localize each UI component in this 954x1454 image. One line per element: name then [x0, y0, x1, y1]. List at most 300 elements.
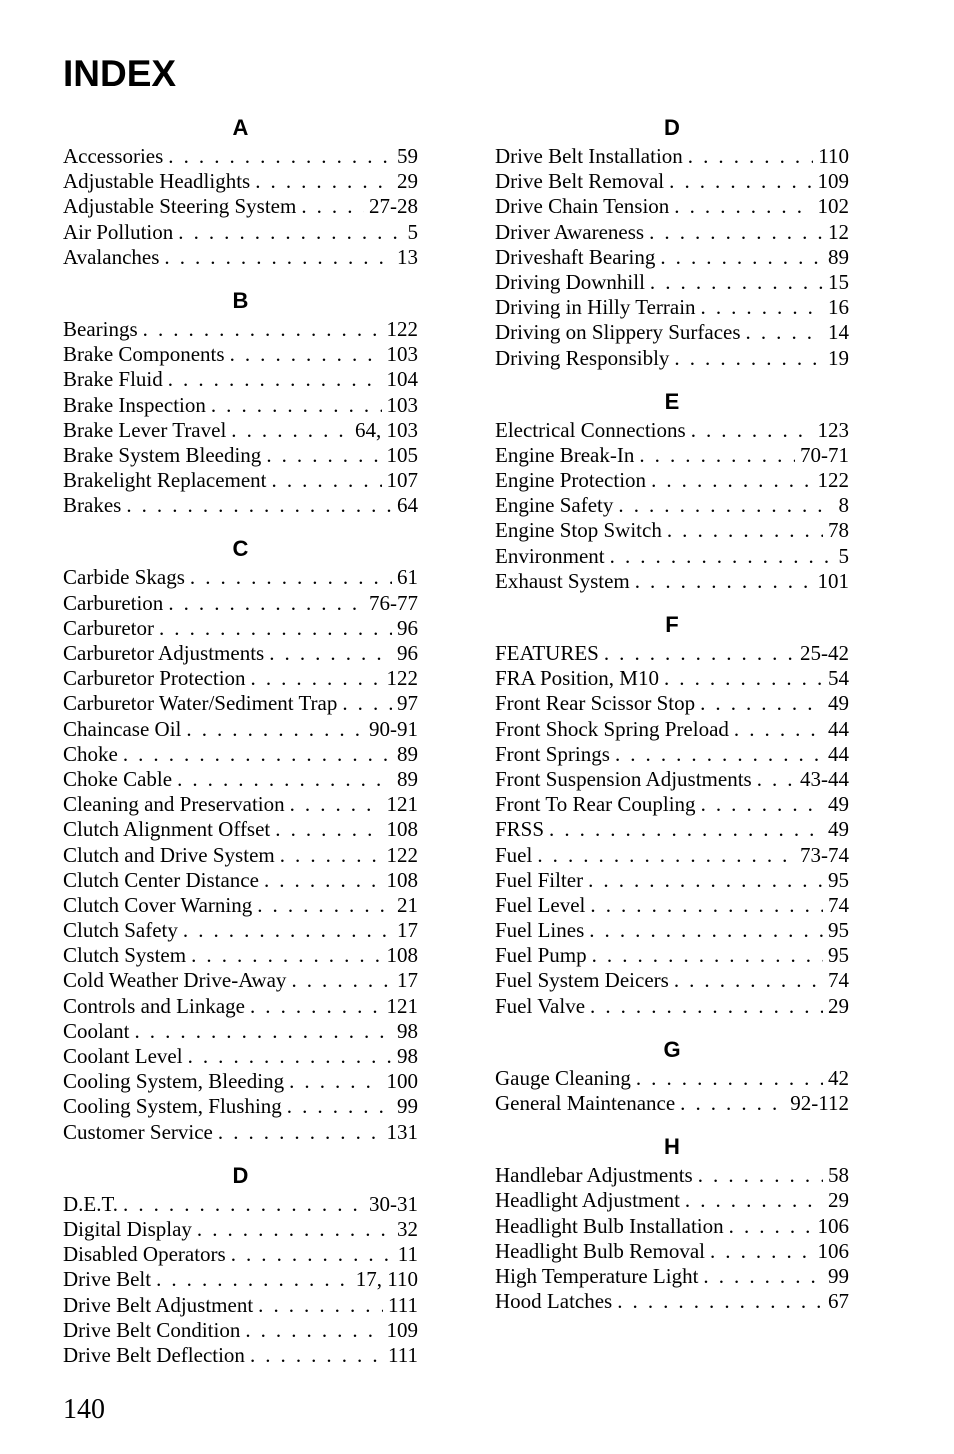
entry-term: Adjustable Headlights: [63, 169, 251, 194]
section-letter-e: E: [664, 388, 680, 414]
entry-pages: 89: [397, 766, 418, 791]
index-entry: [63, 1318, 418, 1343]
entry-term: Driving on Slippery Surfaces: [495, 320, 741, 345]
dot-leader: [188, 1044, 392, 1069]
entry-pages: 67: [828, 1289, 849, 1314]
entry-pages: 102: [817, 194, 849, 219]
entry-pages: 131: [386, 1119, 418, 1144]
entry-pages: 96: [397, 615, 418, 640]
entry-pages: 42: [828, 1065, 849, 1090]
entry-pages: 44: [828, 716, 849, 741]
dot-leader: [191, 943, 381, 968]
entry-pages: 74: [828, 968, 849, 993]
dot-leader: [291, 968, 392, 993]
entry-pages: 105: [386, 442, 418, 467]
index-entry: [63, 893, 418, 918]
entry-term: Fuel Pump: [495, 943, 587, 968]
dot-leader: [588, 868, 823, 893]
dot-leader: [258, 1293, 383, 1318]
dot-leader: [123, 1192, 364, 1217]
entry-term: Driving Responsibly: [495, 345, 670, 370]
page-number: 140: [63, 1394, 105, 1425]
dot-leader: [186, 717, 364, 742]
section-letter-c: C: [232, 536, 249, 562]
entry-pages: 49: [828, 691, 849, 716]
entry-term: Fuel Valve: [495, 993, 586, 1018]
dot-leader: [667, 518, 823, 543]
entry-term: Engine Protection: [495, 468, 647, 493]
entry-term: Carbide Skags: [63, 565, 185, 590]
dot-leader: [156, 1267, 351, 1292]
dot-leader: [143, 317, 382, 342]
dot-leader: [649, 220, 823, 245]
entry-term: Accessories: [63, 144, 164, 168]
dot-leader: [701, 295, 823, 320]
dot-leader: [230, 342, 382, 367]
dot-leader: [757, 767, 795, 792]
dot-leader: [698, 1163, 823, 1188]
index-entry: [495, 843, 849, 868]
index-entry: [495, 270, 849, 295]
index-entry: [63, 1267, 418, 1292]
entry-term: Headlight Bulb Removal: [495, 1238, 705, 1263]
entry-term: Choke: [63, 741, 118, 766]
entry-pages: 108: [386, 817, 418, 842]
entry-term: Clutch Safety: [63, 918, 178, 943]
section-letter-f: F: [665, 612, 679, 637]
entry-pages: 43-44: [800, 766, 849, 791]
index-entry: [63, 994, 418, 1019]
index-entry: [63, 144, 418, 169]
index-entry: [495, 943, 849, 968]
dot-leader: [674, 194, 812, 219]
entry-term: Chaincase Oil: [63, 716, 182, 741]
index-entry: [495, 717, 849, 742]
entry-pages: 98: [397, 1044, 418, 1068]
entry-term: Clutch Cover Warning: [63, 892, 253, 917]
entry-term: Brake System Bleeding: [63, 442, 262, 467]
entry-term: Drive Belt Adjustment: [63, 1292, 254, 1317]
index-entry: [495, 691, 849, 716]
index-entry: [495, 1066, 849, 1091]
entry-term: Front Shock Spring Preload: [495, 716, 729, 741]
entry-term: FRA Position, M10: [495, 666, 659, 691]
entry-term: Brake Inspection: [63, 392, 206, 417]
entry-pages: 73-74: [800, 842, 849, 867]
entry-term: Gauge Cleaning: [495, 1065, 631, 1090]
entry-pages: 111: [388, 1342, 418, 1367]
index-entry: [63, 342, 418, 367]
index-entry: [495, 220, 849, 245]
dot-leader: [700, 691, 823, 716]
entry-pages: 110: [818, 144, 849, 168]
entry-term: Clutch System: [63, 943, 187, 968]
entry-pages: 106: [817, 1213, 849, 1238]
dot-leader: [610, 544, 834, 569]
section-letter-d: D: [664, 115, 680, 140]
entry-pages: 106: [817, 1238, 849, 1263]
dot-leader: [197, 1217, 392, 1242]
entry-pages: 32: [397, 1216, 418, 1241]
dot-leader: [218, 1120, 382, 1145]
dot-leader: [231, 418, 350, 443]
entry-term: Digital Display: [63, 1216, 192, 1241]
entry-term: Carburetor Adjustments: [63, 641, 265, 665]
entry-pages: 64, 103: [355, 417, 418, 442]
dot-leader: [592, 943, 823, 968]
index-entry: [63, 817, 418, 842]
index-entry: [495, 1264, 849, 1289]
entry-pages: 21: [397, 892, 418, 917]
dot-leader: [617, 1289, 823, 1314]
dot-leader: [669, 169, 812, 194]
entry-pages: 44: [828, 741, 849, 766]
entry-pages: 49: [828, 817, 849, 842]
dot-leader: [190, 565, 392, 590]
dot-leader: [746, 320, 823, 345]
entry-term: Clutch and Drive System: [63, 842, 275, 867]
section-letter-b: B: [232, 287, 249, 313]
dot-leader: [651, 468, 812, 493]
entry-pages: 70-71: [800, 442, 849, 467]
entry-pages: 74: [828, 892, 849, 917]
index-entry: [495, 518, 849, 543]
index-entry: [495, 767, 849, 792]
entry-term: Environment: [495, 543, 605, 568]
entry-term: Clutch Center Distance: [63, 867, 259, 892]
section-letter-h: H: [664, 1134, 680, 1160]
dot-leader: [549, 817, 823, 842]
entry-pages: 17, 110: [355, 1267, 418, 1292]
index-entry: [63, 666, 418, 691]
index-entry: [63, 943, 418, 968]
index-entry: [63, 742, 418, 767]
entry-term: Clutch Alignment Offset: [63, 817, 271, 842]
index-entry: [495, 994, 849, 1019]
index-entry: [495, 346, 849, 371]
entry-pages: 103: [386, 342, 418, 367]
entry-pages: 121: [386, 993, 418, 1018]
index-entry: [63, 1019, 418, 1044]
entry-term: Brake Lever Travel: [63, 417, 227, 442]
index-entry: [495, 968, 849, 993]
entry-term: Controls and Linkage: [63, 993, 245, 1018]
index-entry: [495, 1188, 849, 1213]
dot-leader: [685, 1188, 823, 1213]
entry-pages: 19: [828, 345, 849, 370]
index-column-right: [495, 112, 849, 1314]
entry-term: Drive Belt: [63, 1267, 152, 1292]
section-letter-g: G: [663, 1036, 681, 1062]
entry-pages: 99: [397, 1094, 418, 1119]
entry-term: Drive Belt Deflection: [63, 1342, 245, 1367]
entry-term: Bearings: [63, 316, 138, 341]
index-entry: [495, 1214, 849, 1239]
dot-leader: [615, 742, 823, 767]
entry-term: Carburetor Protection: [63, 666, 246, 691]
entry-term: D.E.T.: [63, 1191, 119, 1216]
dot-leader: [688, 144, 813, 169]
entry-pages: 17: [397, 918, 418, 943]
dot-leader: [159, 616, 392, 641]
section-spacer: [63, 518, 418, 533]
index-entry: [63, 591, 418, 616]
entry-term: Carburetion: [63, 590, 164, 615]
entry-pages: 25-42: [800, 641, 849, 665]
index-entry: [495, 868, 849, 893]
index-entry: [63, 1044, 418, 1069]
entry-term: Brakes: [63, 493, 122, 518]
entry-pages: 29: [828, 1188, 849, 1213]
dot-leader: [272, 468, 382, 493]
index-entry: [495, 1091, 849, 1116]
entry-term: Cleaning and Preservation: [63, 792, 285, 817]
entry-pages: 121: [386, 792, 418, 817]
index-entry: [495, 1289, 849, 1314]
entry-term: FRSS: [495, 817, 545, 842]
dot-leader: [289, 1069, 381, 1094]
entry-pages: 92-112: [790, 1091, 849, 1115]
entry-pages: 5: [407, 219, 418, 244]
entry-pages: 122: [386, 316, 418, 341]
entry-term: Coolant Level: [63, 1044, 183, 1068]
entry-term: Drive Chain Tension: [495, 194, 670, 219]
entry-term: Cooling System, Bleeding: [63, 1069, 285, 1094]
index-entry: [495, 569, 849, 594]
section-spacer: [495, 1116, 849, 1131]
entry-term: FEATURES: [495, 641, 599, 665]
dot-leader: [168, 144, 392, 169]
dot-leader: [590, 893, 823, 918]
entry-pages: 107: [386, 468, 418, 493]
entry-term: Fuel System Deicers: [495, 968, 669, 993]
entry-pages: 78: [828, 518, 849, 543]
dot-leader: [680, 1091, 785, 1116]
dot-leader: [342, 691, 392, 716]
entry-pages: 89: [397, 741, 418, 766]
section-letter-a: A: [232, 115, 249, 140]
dot-leader: [701, 792, 823, 817]
entry-term: General Maintenance: [495, 1091, 676, 1115]
page-title: INDEX: [63, 53, 177, 94]
dot-leader: [537, 843, 795, 868]
entry-pages: 27-28: [369, 194, 418, 219]
index-entry: [63, 1192, 418, 1217]
entry-pages: 59: [397, 144, 418, 168]
index-entry: [63, 468, 418, 493]
index-entry: [63, 367, 418, 392]
entry-pages: 29: [397, 169, 418, 194]
dot-leader: [604, 641, 795, 666]
index-entry: [495, 893, 849, 918]
index-entry: [495, 792, 849, 817]
entry-term: Headlight Adjustment: [495, 1188, 680, 1213]
entry-pages: 5: [838, 543, 849, 568]
entry-term: Front Rear Scissor Stop: [495, 691, 696, 716]
index-entry: [495, 544, 849, 569]
entry-pages: 122: [386, 842, 418, 867]
index-entry: [495, 295, 849, 320]
index-entry: [63, 1069, 418, 1094]
index-entry: [63, 194, 418, 219]
dot-leader: [691, 418, 813, 443]
entry-pages: 15: [828, 269, 849, 294]
dot-leader: [618, 493, 833, 518]
index-entry: [63, 493, 418, 518]
index-entry: [63, 691, 418, 716]
entry-pages: 16: [828, 295, 849, 320]
index-entry: [495, 1239, 849, 1264]
dot-leader: [126, 493, 392, 518]
section-spacer: [63, 1145, 418, 1160]
index-entry: [63, 393, 418, 418]
dot-leader: [264, 868, 382, 893]
index-entry: [63, 1094, 418, 1119]
entry-term: Headlight Bulb Installation: [495, 1213, 724, 1238]
entry-pages: 17: [397, 968, 418, 993]
index-entry: [495, 742, 849, 767]
dot-leader: [674, 346, 823, 371]
entry-term: Choke Cable: [63, 766, 173, 791]
entry-term: Driving Downhill: [495, 269, 645, 294]
entry-term: Engine Stop Switch: [495, 518, 662, 543]
dot-leader: [664, 666, 823, 691]
entry-term: Driving in Hilly Terrain: [495, 295, 696, 320]
dot-leader: [729, 1214, 813, 1239]
dot-leader: [231, 1242, 393, 1267]
index-entry: [63, 641, 418, 666]
dot-leader: [660, 245, 823, 270]
entry-pages: 11: [397, 1242, 418, 1267]
index-entry: [495, 194, 849, 219]
entry-term: Driveshaft Bearing: [495, 244, 656, 269]
entry-pages: 109: [817, 169, 849, 194]
index-entry: [63, 918, 418, 943]
dot-leader: [290, 792, 382, 817]
entry-term: Exhaust System: [495, 568, 630, 593]
dot-leader: [250, 1343, 383, 1368]
entry-pages: 95: [828, 867, 849, 892]
entry-term: Customer Service: [63, 1119, 213, 1144]
index-entry: [495, 169, 849, 194]
dot-leader: [590, 994, 823, 1019]
entry-pages: 13: [397, 244, 418, 269]
dot-leader: [123, 742, 392, 767]
entry-term: Drive Belt Installation: [495, 144, 683, 168]
dot-leader: [266, 443, 381, 468]
entry-pages: 108: [386, 867, 418, 892]
section-letter-d: D: [232, 1162, 249, 1188]
entry-pages: 89: [828, 244, 849, 269]
index-entry: [63, 1242, 418, 1267]
entry-pages: 122: [817, 468, 849, 493]
entry-term: Air Pollution: [63, 219, 174, 244]
entry-pages: 100: [386, 1069, 418, 1094]
entry-term: Fuel Level: [495, 892, 586, 917]
entry-term: Hood Latches: [495, 1289, 613, 1314]
index-entry: [495, 443, 849, 468]
dot-leader: [178, 220, 402, 245]
entry-pages: 122: [386, 666, 418, 691]
dot-leader: [710, 1239, 813, 1264]
entry-term: Carburetor Water/Sediment Trap: [63, 691, 338, 716]
entry-term: Engine Break-In: [495, 442, 635, 467]
entry-pages: 14: [828, 320, 849, 345]
entry-pages: 101: [817, 568, 849, 593]
entry-pages: 30-31: [369, 1191, 418, 1216]
index-entry: [63, 1343, 418, 1368]
entry-term: Drive Belt Condition: [63, 1317, 241, 1342]
dot-leader: [164, 245, 392, 270]
index-entry: [495, 418, 849, 443]
dot-leader: [301, 194, 364, 219]
index-entry: [495, 144, 849, 169]
entry-pages: 111: [388, 1292, 418, 1317]
dot-leader: [269, 641, 392, 666]
dot-leader: [280, 843, 382, 868]
entry-pages: 109: [386, 1317, 418, 1342]
dot-leader: [251, 666, 382, 691]
index-entry: [63, 792, 418, 817]
index-entry: [63, 968, 418, 993]
entry-term: Carburetor: [63, 615, 154, 640]
index-entry: [63, 616, 418, 641]
entry-term: Fuel Lines: [495, 918, 585, 943]
index-entry: [63, 418, 418, 443]
entry-term: Coolant: [63, 1018, 130, 1043]
dot-leader: [275, 817, 381, 842]
entry-pages: 99: [828, 1263, 849, 1288]
index-entry: [495, 245, 849, 270]
entry-term: Handlebar Adjustments: [495, 1163, 693, 1188]
dot-leader: [245, 1318, 381, 1343]
entry-term: Fuel: [495, 842, 533, 867]
index-entry: [63, 1293, 418, 1318]
section-spacer: [63, 270, 418, 285]
entry-pages: 96: [397, 641, 418, 665]
section-spacer: [495, 1019, 849, 1034]
dot-leader: [211, 393, 382, 418]
dot-leader: [135, 1019, 393, 1044]
entry-term: Disabled Operators: [63, 1242, 226, 1267]
entry-term: Brake Fluid: [63, 367, 163, 392]
dot-leader: [734, 717, 823, 742]
entry-pages: 104: [386, 367, 418, 392]
dot-leader: [257, 893, 392, 918]
entry-term: Front Springs: [495, 741, 610, 766]
entry-term: Cooling System, Flushing: [63, 1094, 282, 1119]
section-spacer: [495, 371, 849, 386]
dot-leader: [255, 169, 392, 194]
entry-term: Front Suspension Adjustments: [495, 766, 752, 791]
index-entry: [63, 220, 418, 245]
index-entry: [63, 868, 418, 893]
dot-leader: [589, 918, 823, 943]
index-entry: [495, 468, 849, 493]
entry-term: Driver Awareness: [495, 219, 645, 244]
entry-pages: 64: [397, 493, 418, 518]
entry-term: Engine Safety: [495, 493, 614, 518]
entry-pages: 76-77: [369, 590, 418, 615]
index-entry: [495, 1163, 849, 1188]
entry-pages: 8: [838, 493, 849, 518]
entry-pages: 61: [397, 565, 418, 590]
dot-leader: [636, 1066, 823, 1091]
entry-pages: 90-91: [369, 716, 418, 741]
entry-pages: 103: [386, 392, 418, 417]
entry-term: Electrical Connections: [495, 417, 686, 442]
entry-pages: 95: [828, 943, 849, 968]
